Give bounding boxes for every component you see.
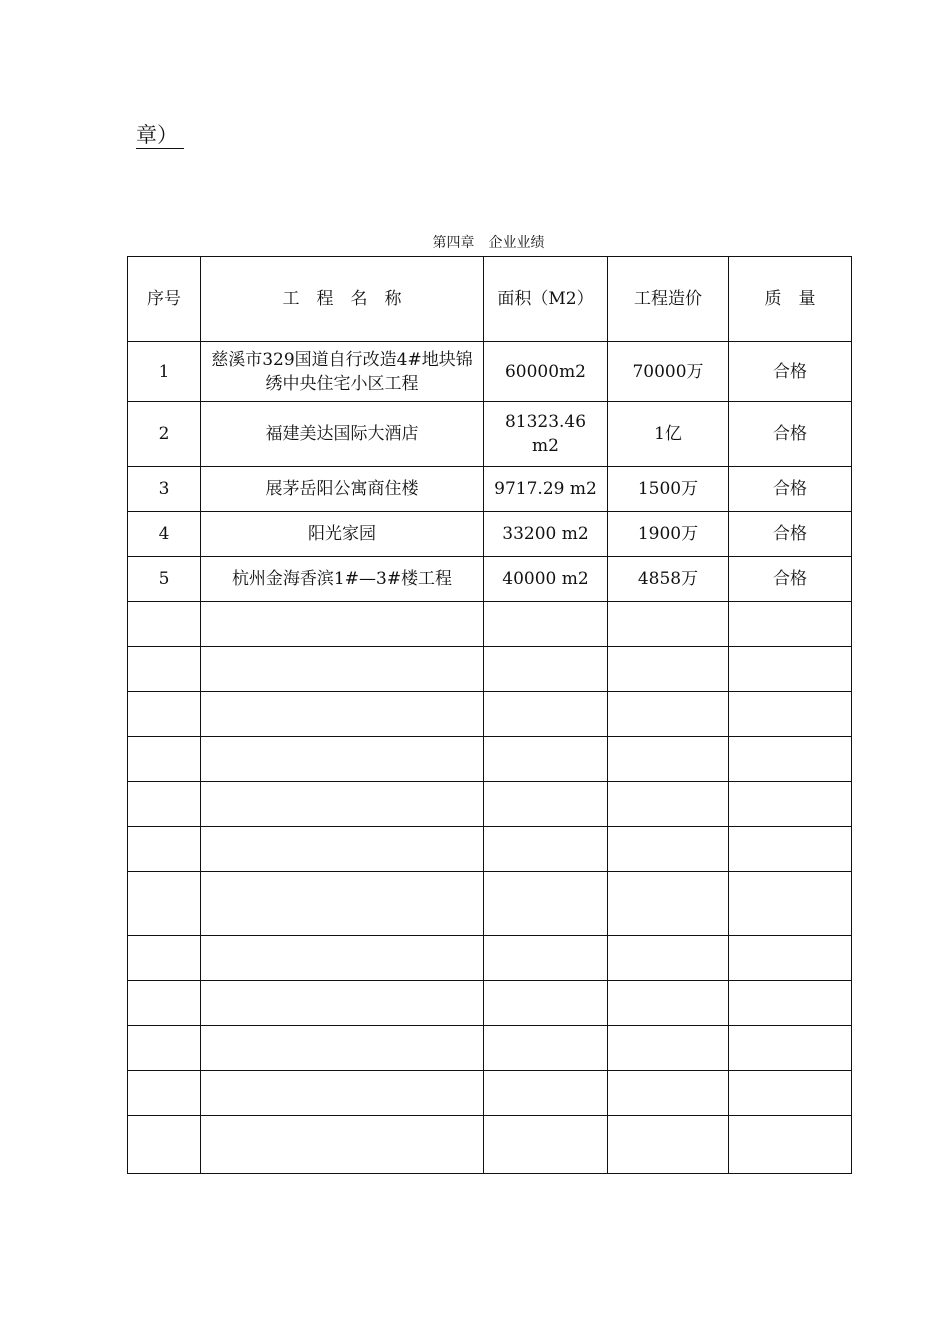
empty-row [128, 981, 852, 1026]
empty-row [128, 827, 852, 872]
cell-no: 4 [128, 512, 201, 557]
header-name: 工 程 名 称 [201, 257, 484, 342]
cell-no: 1 [128, 342, 201, 402]
header-cost: 工程造价 [608, 257, 729, 342]
empty-row [128, 1116, 852, 1174]
cell-name: 展茅岳阳公寓商住楼 [201, 467, 484, 512]
table-row [128, 402, 852, 467]
table-row [128, 557, 852, 602]
cell-quality: 合格 [729, 557, 852, 602]
empty-row [128, 647, 852, 692]
empty-row [128, 1026, 852, 1071]
cell-name: 杭州金海香滨1#—3#楼工程 [201, 557, 484, 602]
table-header-row [128, 257, 852, 342]
table-caption: 第四章 企业业绩 [432, 235, 545, 251]
cell-area: 81323.46 m2 [484, 402, 608, 467]
cell-no: 5 [128, 557, 201, 602]
header-quality: 质 量 [729, 257, 852, 342]
cell-cost: 4858万 [608, 557, 729, 602]
empty-row [128, 872, 852, 936]
table-row [128, 467, 852, 512]
header-area: 面积（M2） [484, 257, 608, 342]
empty-row [128, 692, 852, 737]
cell-area: 40000 m2 [484, 557, 608, 602]
empty-row [128, 602, 852, 647]
cell-cost: 1900万 [608, 512, 729, 557]
cell-area: 33200 m2 [484, 512, 608, 557]
table-row [128, 342, 852, 402]
cell-name: 福建美达国际大酒店 [201, 402, 484, 467]
cell-no: 3 [128, 467, 201, 512]
cell-quality: 合格 [729, 512, 852, 557]
cell-quality: 合格 [729, 342, 852, 402]
cell-quality: 合格 [729, 402, 852, 467]
empty-row [128, 1071, 852, 1116]
performance-table [127, 256, 852, 1174]
header-fragment: 章） [136, 122, 184, 149]
cell-name: 慈溪市329国道自行改造4#地块锦绣中央住宅小区工程 [201, 342, 484, 402]
cell-no: 2 [128, 402, 201, 467]
cell-name: 阳光家园 [201, 512, 484, 557]
empty-row [128, 737, 852, 782]
cell-cost: 1亿 [608, 402, 729, 467]
empty-row [128, 936, 852, 981]
cell-cost: 70000万 [608, 342, 729, 402]
cell-area: 9717.29 m2 [484, 467, 608, 512]
table-row [128, 512, 852, 557]
cell-quality: 合格 [729, 467, 852, 512]
cell-cost: 1500万 [608, 467, 729, 512]
cell-area: 60000m2 [484, 342, 608, 402]
empty-row [128, 782, 852, 827]
header-no: 序号 [128, 257, 201, 342]
